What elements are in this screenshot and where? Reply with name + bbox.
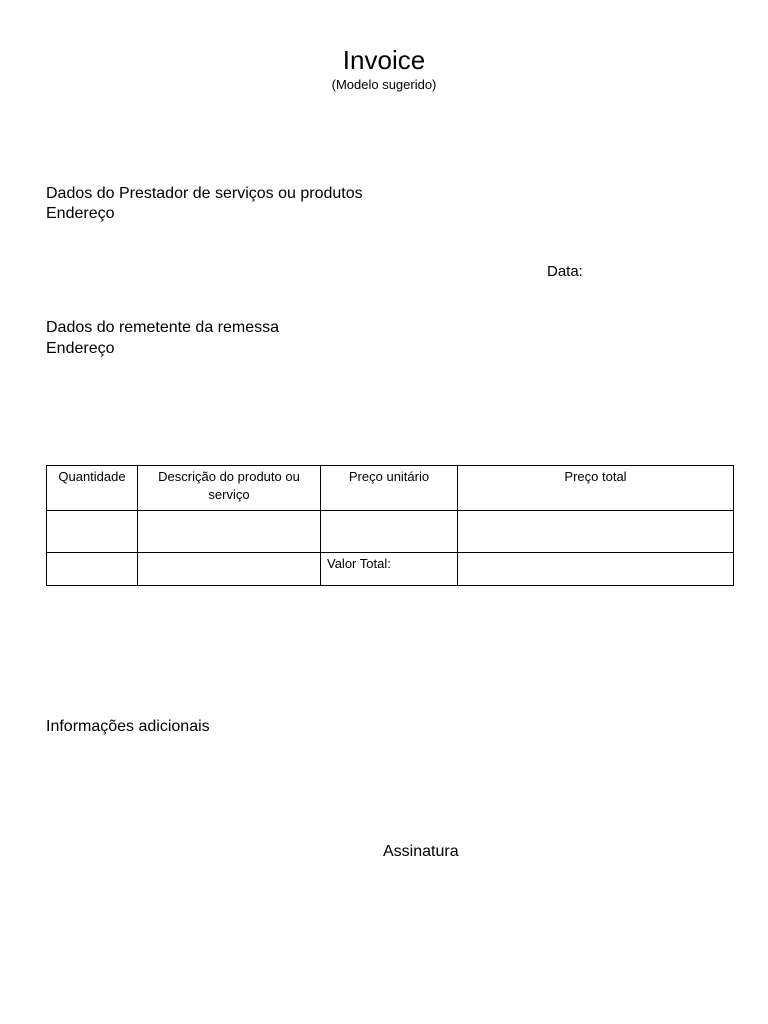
cell-quantity bbox=[47, 511, 138, 553]
additional-info-label: Informações adicionais bbox=[46, 718, 210, 735]
date-label: Data: bbox=[547, 263, 583, 280]
page-subtitle: (Modelo sugerido) bbox=[331, 77, 437, 92]
sender-address-line: Endereço bbox=[46, 340, 115, 357]
cell-total-price bbox=[458, 511, 734, 553]
total-value-cell bbox=[458, 553, 734, 586]
page-title: Invoice bbox=[342, 45, 426, 75]
cell-empty-description bbox=[138, 553, 321, 586]
sender-name-line: Dados do remetente da remessa bbox=[46, 319, 280, 336]
column-header-total-price: Preço total bbox=[458, 466, 734, 511]
cell-description bbox=[138, 511, 321, 553]
column-header-description: Descrição do produto ou serviço bbox=[138, 466, 321, 511]
table-row bbox=[47, 511, 734, 553]
items-table bbox=[46, 465, 734, 586]
signature-label: Assinatura bbox=[383, 843, 459, 860]
table-header-row bbox=[47, 466, 734, 511]
column-header-unit-price: Preço unitário bbox=[321, 466, 458, 511]
column-header-quantity: Quantidade bbox=[47, 466, 138, 511]
cell-empty-quantity bbox=[47, 553, 138, 586]
total-value-label: Valor Total: bbox=[321, 553, 458, 586]
cell-unit-price bbox=[321, 511, 458, 553]
table-total-row bbox=[47, 553, 734, 586]
provider-name-line: Dados do Prestador de serviços ou produtos bbox=[46, 185, 363, 202]
provider-address-line: Endereço bbox=[46, 205, 115, 222]
